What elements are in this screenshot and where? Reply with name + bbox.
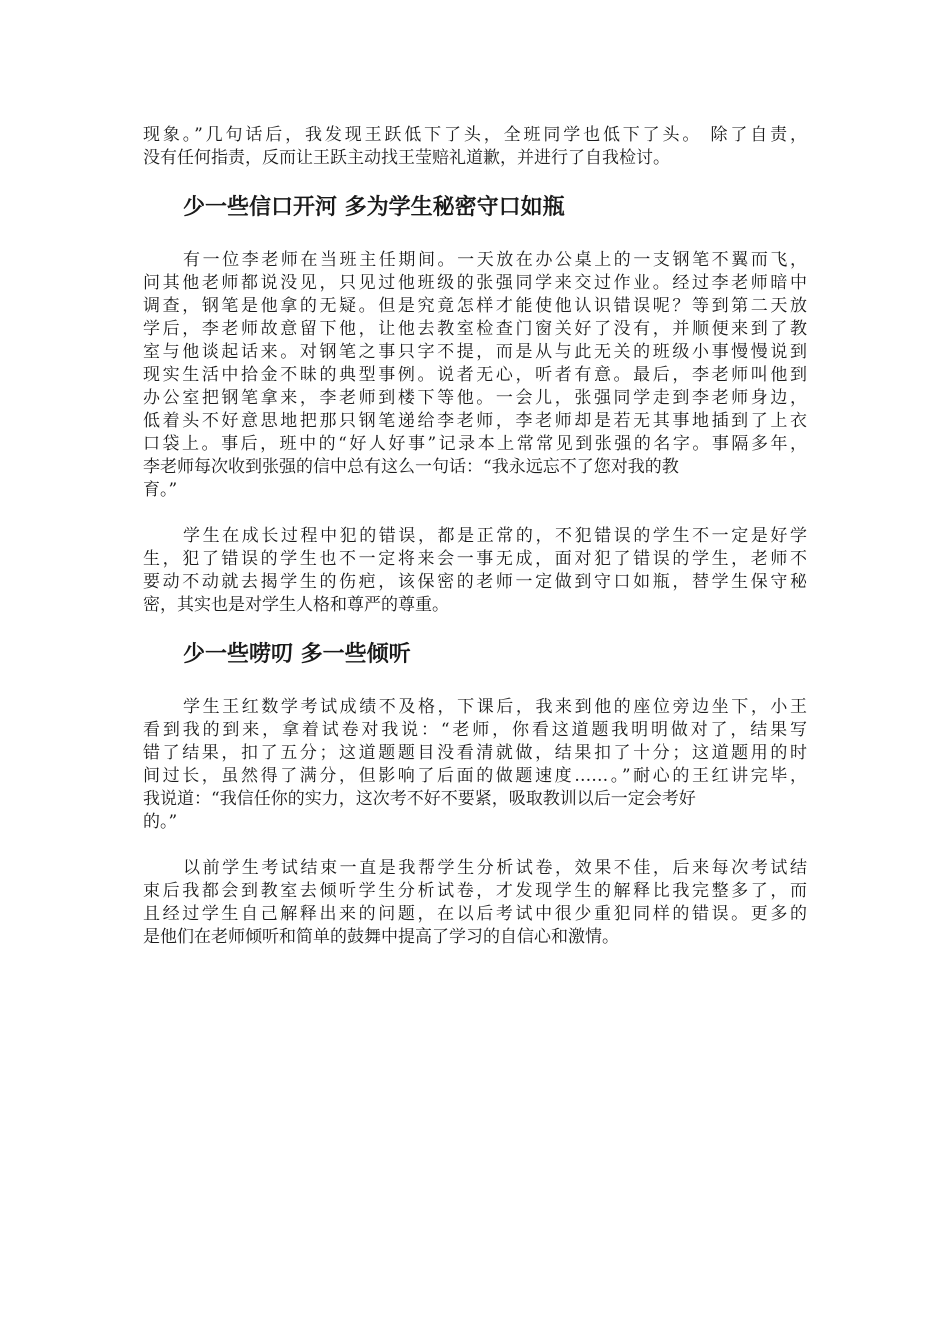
section1-paragraph-2 — [143, 525, 807, 617]
text-line: 低着头不好意思地把那只钢笔递给李老师，李老师却是若无其事地插到了上衣 — [143, 411, 807, 431]
text-line: 密，其实也是对学生人格和尊严的尊重。 — [143, 595, 449, 615]
text-line: 我说道：“我信任你的实力，这次考不好不要紧，吸取教训以后一定会考好 — [143, 789, 696, 809]
text-line: 学生在成长过程中犯的错误，都是正常的，不犯错误的学生不一定是好学 — [183, 526, 807, 546]
text-line: 育。” — [143, 480, 178, 500]
section2-paragraph-2 — [143, 857, 807, 949]
text-line: 以前学生考试结束一直是我帮学生分析试卷，效果不佳，后来每次考试结 — [183, 858, 807, 878]
text-line: 生，犯了错误的学生也不一定将来会一事无成，面对犯了错误的学生，老师不 — [143, 549, 807, 569]
section-heading-1: 少一些信口开河 多为学生秘密守口如瓶 — [183, 195, 565, 220]
text-line: 问其他老师都说没见，只见过他班级的张强同学来交过作业。经过李老师暗中 — [143, 273, 807, 293]
document-page — [143, 124, 807, 972]
text-line: 且经过学生自己解释出来的问题，在以后考试中很少重犯同样的错误。更多的 — [143, 904, 807, 924]
text-line: 办公室把钢笔拿来，李老师到楼下等他。一会儿，张强同学走到李老师身边， — [143, 388, 807, 408]
text-line: 束后我都会到教室去倾听学生分析试卷，才发现学生的解释比我完整多了，而 — [143, 881, 807, 901]
section2-paragraph-1 — [143, 696, 807, 834]
text-line: 要动不动就去揭学生的伤疤，该保密的老师一定做到守口如瓶，替学生保守秘 — [143, 572, 807, 592]
text-line: 调查，钢笔是他拿的无疑。但是究竟怎样才能使他认识错误呢？等到第二天放 — [143, 296, 807, 316]
text-line: 的。” — [143, 812, 178, 832]
text-line: 没有任何指责，反而让王跃主动找王莹赔礼道歉，并进行了自我检讨。 — [143, 148, 670, 168]
text-line: 间过长，虽然得了满分，但影响了后面的做题速度……。”耐心的王红讲完毕， — [143, 766, 807, 786]
text-line: 口袋上。事后，班中的“好人好事”记录本上常常见到张强的名字。事隔多年， — [143, 434, 807, 454]
text-line: 有一位李老师在当班主任期间。一天放在办公桌上的一支钢笔不翼而飞， — [183, 250, 807, 270]
text-line: 学生王红数学考试成绩不及格，下课后，我来到他的座位旁边坐下，小王 — [183, 697, 807, 717]
text-line: 现象。”几句话后，我发现王跃低下了头，全班同学也低下了头。 除了自责， — [143, 125, 807, 145]
section1-paragraph-1 — [143, 249, 807, 502]
text-line: 李老师每次收到张强的信中总有这么一句话：“我永远忘不了您对我的教 — [143, 457, 679, 477]
text-line: 室与他谈起话来。对钢笔之事只字不提，而是从与此无关的班级小事慢慢说到 — [143, 342, 807, 362]
text-line: 看到我的到来，拿着试卷对我说：“老师，你看这道题我明明做对了，结果写 — [143, 720, 807, 740]
intro-paragraph — [143, 124, 807, 170]
text-line: 是他们在老师倾听和简单的鼓舞中提高了学习的自信心和激情。 — [143, 927, 619, 947]
section-heading-2: 少一些唠叨 多一些倾听 — [183, 642, 411, 667]
text-line: 现实生活中拾金不昧的典型事例。说者无心，听者有意。最后，李老师叫他到 — [143, 365, 807, 385]
text-line: 错了结果，扣了五分；这道题题目没看清就做，结果扣了十分；这道题用的时 — [143, 743, 807, 763]
text-line: 学后，李老师故意留下他，让他去教室检查门窗关好了没有，并顺便来到了教 — [143, 319, 807, 339]
